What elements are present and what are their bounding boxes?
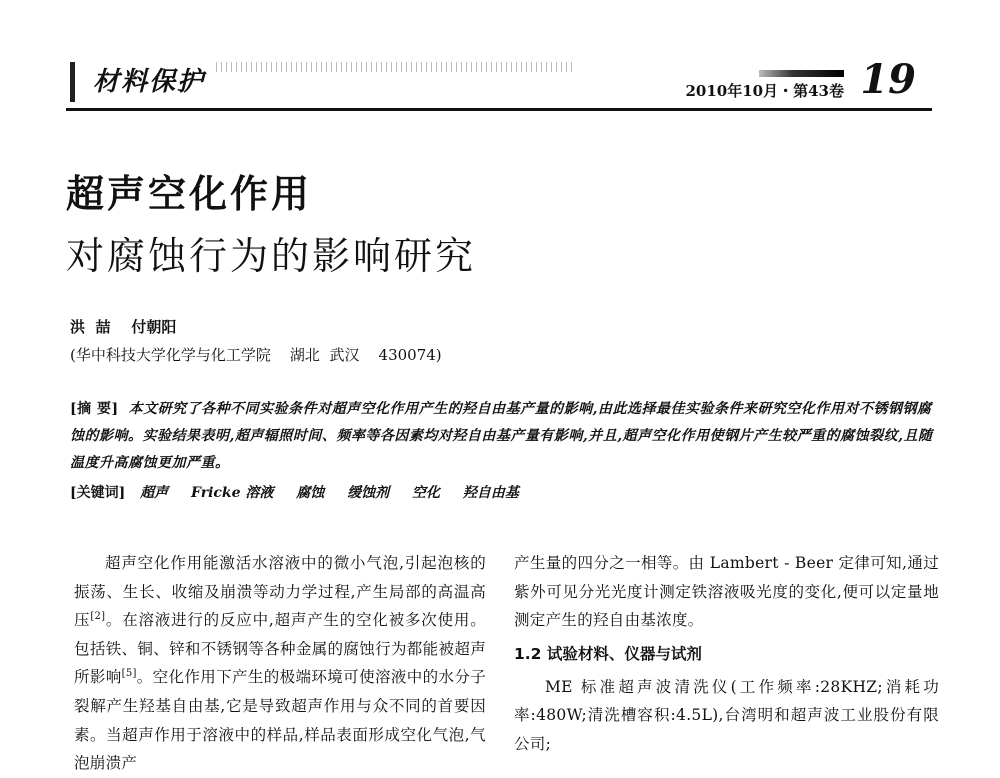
body-left-text-1: 超声空化作用能激活水溶液中的微小气泡,引起泡核的振荡、生长、收缩及崩溃等动力学过程,产生局部的高温高压 [74,554,486,630]
body-right-column [514,549,939,759]
section-heading: 1.2 试验材料、仪器与试剂 [514,644,702,663]
abstract [70,396,940,477]
journal-name: 材料保护 [70,62,348,102]
citation-ref: [2] [90,611,106,623]
keyword: 羟自由基 [462,485,519,501]
header-rule [66,108,932,111]
journal-header [66,56,932,108]
citation-ref: [5] [121,668,137,680]
title-line-1: 超声空化作用 [66,172,313,216]
keyword: Fricke 溶液 [191,485,274,501]
body-left-text-2: 。在溶液进行的反应中,超声产生的空化被多次使用。包括铁、铜、锌和不锈钢等各种金属的腐蚀行为都能被超声所影响 [74,611,486,687]
body-right-paragraph-1: 产生量的四分之一相等。由 Lambert - Beer 定律可知,通过紫外可见分光光度计测定铁溶液吸光度的变化,便可以定量地测定产生的羟自由基浓度。 [514,554,939,630]
issue-decorative-bar [759,70,844,77]
issue-info: 2010年10月・第43卷 [685,82,844,100]
keyword: 缓蚀剂 [347,485,390,501]
affiliation: (华中科技大学化学与化工学院 湖北 武汉 430074) [70,346,442,364]
keyword: 空化 [412,485,441,501]
keyword: 超声 [140,485,169,501]
authors: 洪 喆 付朝阳 [70,318,177,336]
body-left-paragraph [74,549,486,778]
abstract-text: 本文研究了各种不同实验条件对超声空化作用产生的羟自由基产量的影响,由此选择最佳实验条件来研究空化作用对不锈钢钢腐蚀的影响。实验结果表明,超声辐照时间、频率等各因素均对羟自由基产量有影响,并且,超声空化作用使钢片产生较严重的腐蚀裂纹,且随温度升高腐蚀更加严重。 [70,401,933,471]
abstract-label: [摘 要] [70,401,119,417]
keyword: 腐蚀 [296,485,325,501]
title-line-2: 对腐蚀行为的影响研究 [66,234,477,278]
body-left-text-3: 。空化作用下产生的极端环境可使溶液中的水分子裂解产生羟基自由基,它是导致超声作用与众不同的首要因素。当超声作用于溶液中的样品,样品表面形成空化气泡,气泡崩溃产 [74,668,486,773]
page-number: 19 [860,56,916,103]
keywords [70,482,537,502]
keywords-label: [关键词] [70,485,126,501]
body-right-paragraph-2: ME 标准超声波清洗仪(工作频率:28KHZ;消耗功率:480W;清洗槽容积:4.5L),台湾明和超声波工业股份有限公司; [514,677,939,753]
